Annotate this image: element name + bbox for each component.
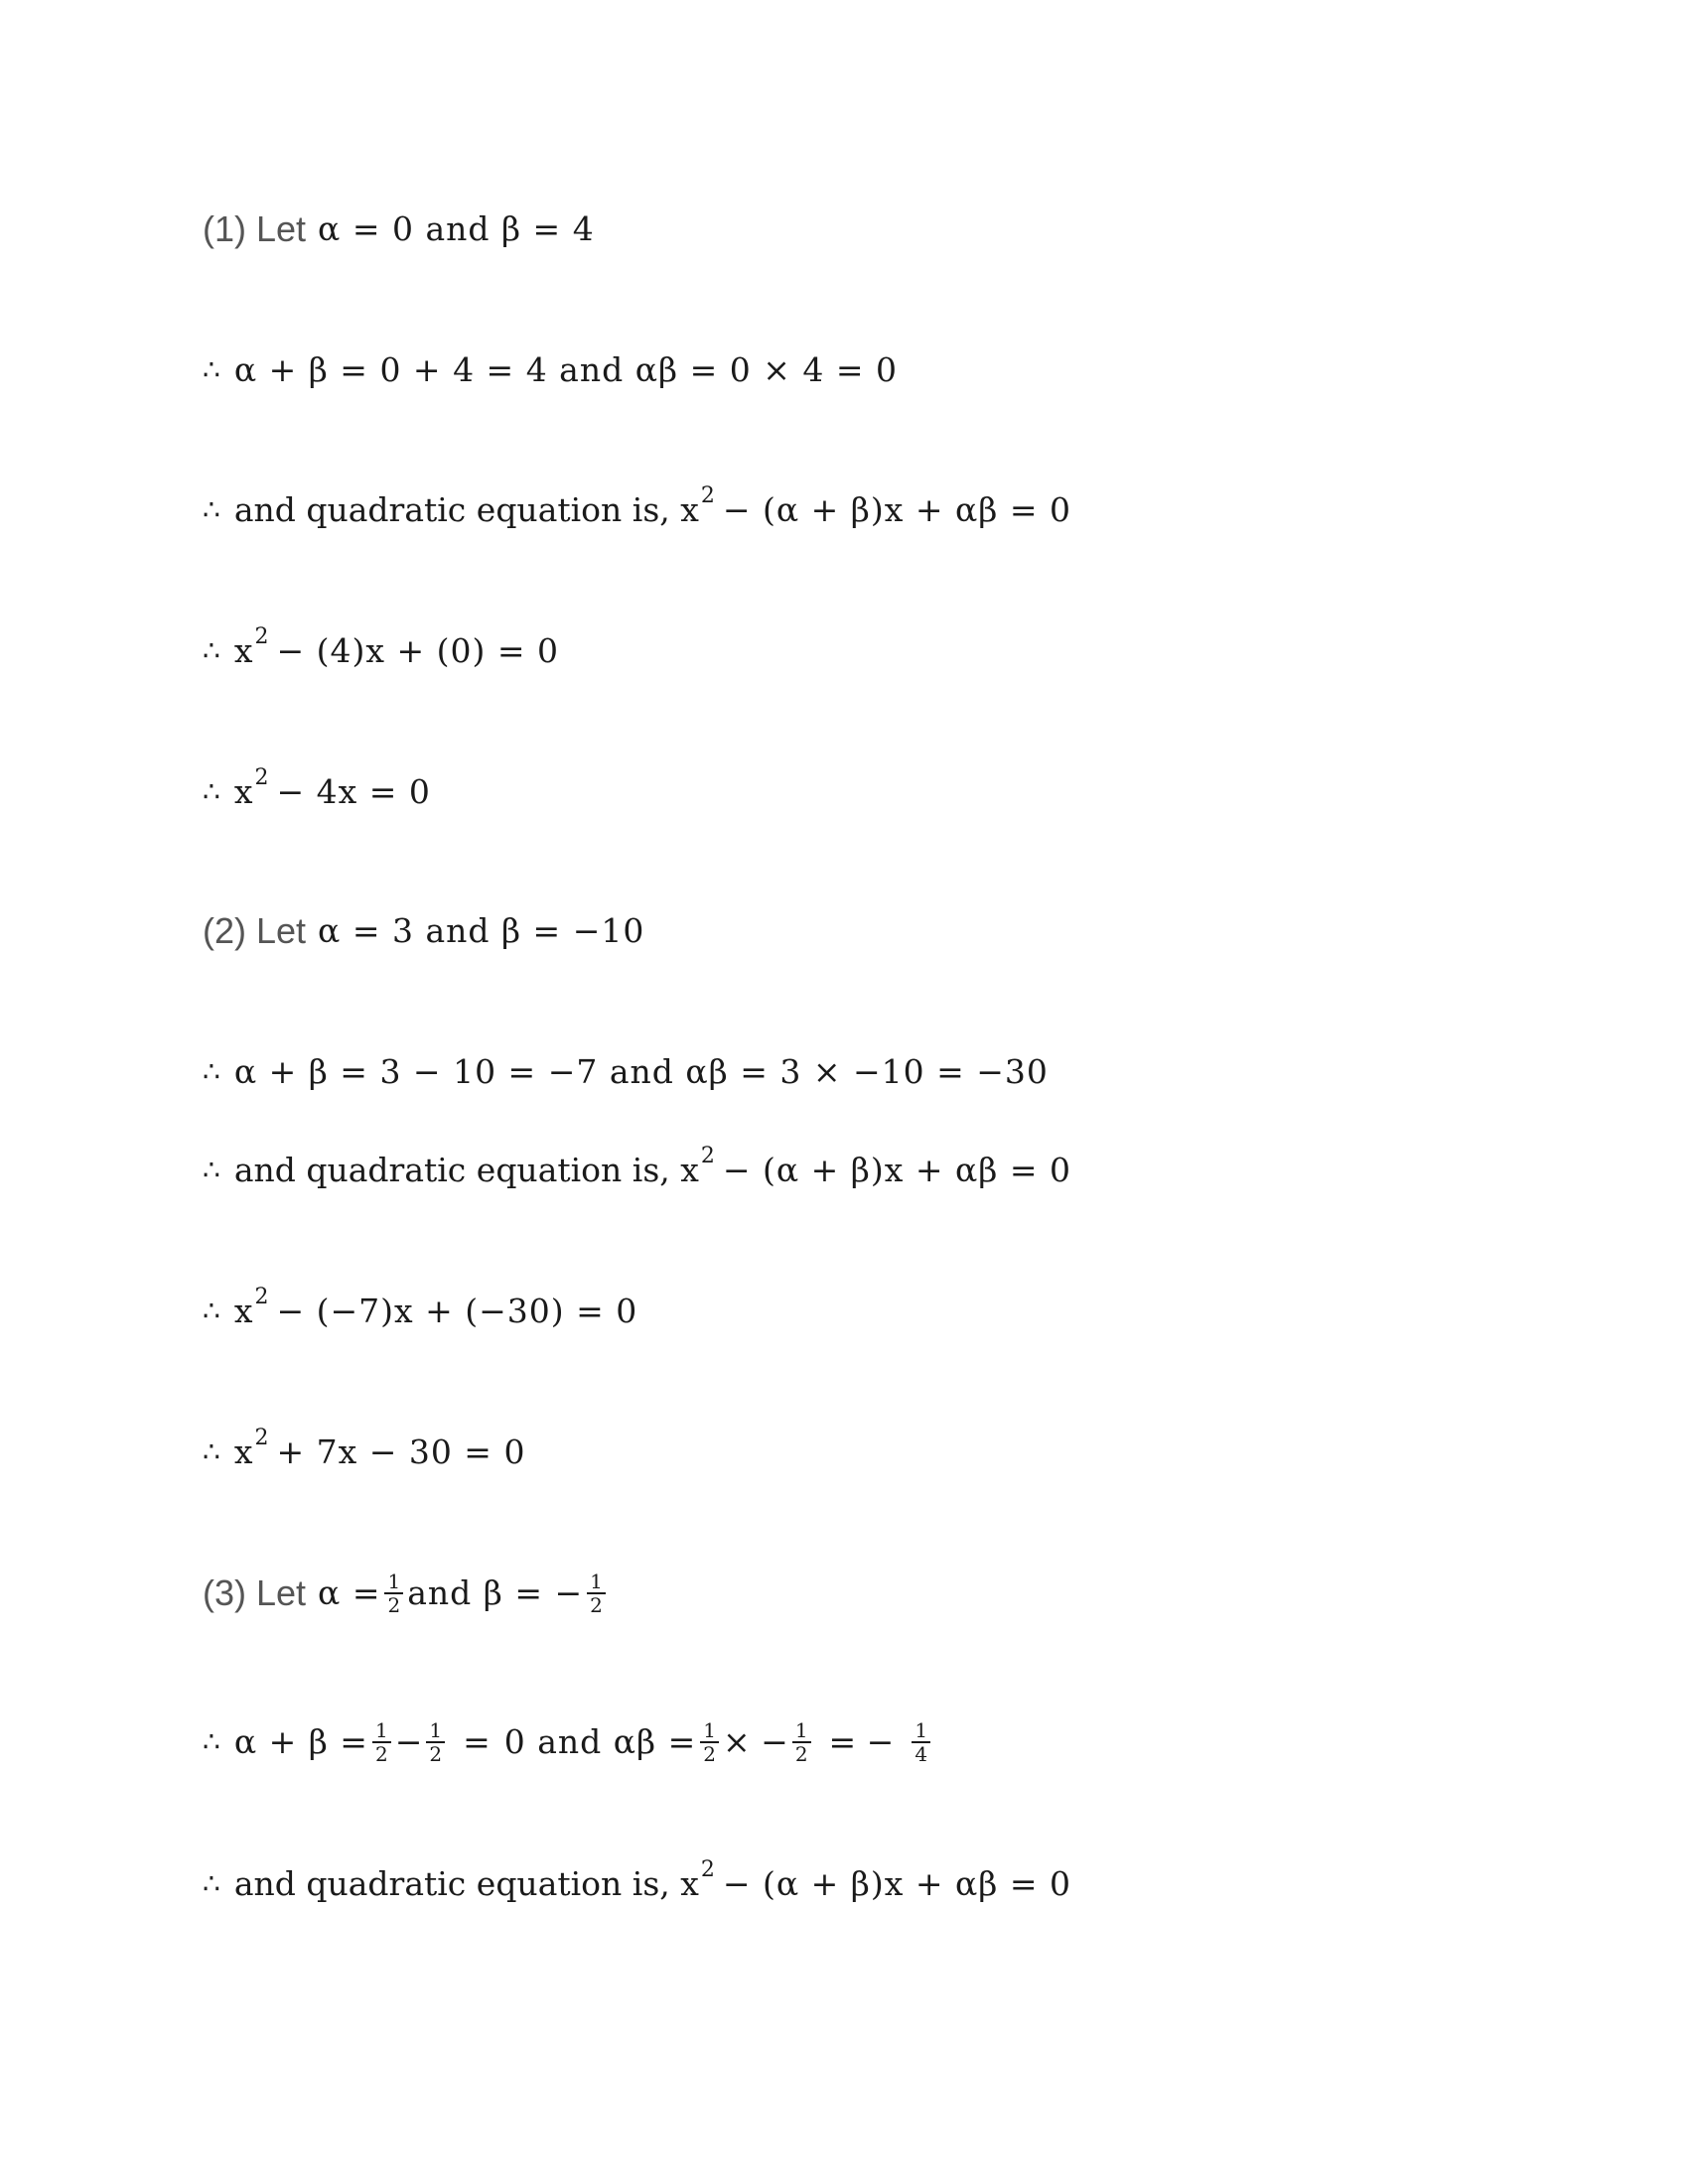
fraction-one-half bbox=[372, 1719, 391, 1765]
fraction-numerator: 1 bbox=[384, 1570, 403, 1594]
fraction-numerator: 1 bbox=[700, 1719, 719, 1743]
part2-substitution-x: x bbox=[233, 1292, 253, 1330]
part2-final-x: x bbox=[233, 1433, 253, 1471]
fraction-numerator: 1 bbox=[587, 1570, 606, 1594]
part2-final-rest: + 7x − 30 = 0 bbox=[276, 1433, 526, 1471]
therefore-symbol: ∴ bbox=[203, 1055, 220, 1088]
part1-substitution-rest: − (4)x + (0) = 0 bbox=[276, 631, 559, 670]
part1-substitution-x: x bbox=[233, 631, 253, 670]
fraction-denominator: 2 bbox=[590, 1593, 603, 1617]
therefore-symbol: ∴ bbox=[203, 1867, 220, 1900]
part1-substitution-line bbox=[203, 626, 559, 676]
superscript-two: 2 bbox=[700, 1857, 715, 1882]
part1-sum-product: α + β = 0 + 4 = 4 and αβ = 0 × 4 = 0 bbox=[233, 350, 898, 389]
fraction-denominator: 2 bbox=[429, 1742, 443, 1766]
fraction-denominator: 2 bbox=[387, 1593, 401, 1617]
part1-final-line bbox=[203, 767, 431, 817]
part2-sum-product: α + β = 3 − 10 = −7 and αβ = 3 × −10 = −30 bbox=[233, 1052, 1049, 1091]
fraction-numerator: 1 bbox=[792, 1719, 811, 1743]
fraction-one-half bbox=[384, 1570, 403, 1616]
fraction-denominator: 2 bbox=[794, 1742, 808, 1766]
fraction-one-half bbox=[792, 1719, 811, 1765]
part2-equation-rest: − (α + β)x + αβ = 0 bbox=[722, 1151, 1071, 1189]
equals-sign: = bbox=[463, 1722, 491, 1761]
part1-equation-rest: − (α + β)x + αβ = 0 bbox=[722, 490, 1071, 529]
part1-sum-product-line bbox=[203, 345, 898, 395]
therefore-symbol: ∴ bbox=[203, 634, 220, 667]
part3-equation-rest: − (α + β)x + αβ = 0 bbox=[722, 1864, 1071, 1903]
therefore-symbol: ∴ bbox=[203, 775, 220, 808]
fraction-denominator: 2 bbox=[703, 1742, 717, 1766]
part3-equation-intro-line bbox=[203, 1859, 1071, 1909]
fraction-numerator: 1 bbox=[912, 1719, 930, 1743]
fraction-one-half bbox=[700, 1719, 719, 1765]
minus-sign: − bbox=[394, 1722, 423, 1761]
therefore-symbol: ∴ bbox=[203, 1154, 220, 1186]
superscript-two: 2 bbox=[254, 1426, 269, 1450]
fraction-denominator: 2 bbox=[374, 1742, 388, 1766]
superscript-two: 2 bbox=[700, 1144, 715, 1168]
part2-equation-intro-line bbox=[203, 1146, 1071, 1195]
part2-sum-product-line bbox=[203, 1047, 1049, 1097]
part2-equation-intro: and quadratic equation is, x bbox=[233, 1151, 699, 1189]
fraction-denominator: 4 bbox=[914, 1742, 928, 1766]
part2-let-line bbox=[203, 906, 644, 956]
part1-equation-intro: and quadratic equation is, x bbox=[233, 490, 699, 529]
part3-equation-intro: and quadratic equation is, x bbox=[233, 1864, 699, 1903]
part1-final-rest: − 4x = 0 bbox=[276, 772, 431, 811]
part1-equation-intro-line bbox=[203, 485, 1071, 535]
therefore-symbol: ∴ bbox=[203, 353, 220, 386]
therefore-symbol: ∴ bbox=[203, 1435, 220, 1468]
part2-substitution-line bbox=[203, 1287, 637, 1336]
part3-and-beta: and β = − bbox=[407, 1573, 584, 1612]
part3-zero-and-product: 0 and αβ = bbox=[503, 1722, 697, 1761]
part3-let-line bbox=[203, 1569, 610, 1618]
part2-substitution-rest: − (−7)x + (−30) = 0 bbox=[276, 1292, 638, 1330]
part2-let-expression: α = 3 and β = −10 bbox=[318, 911, 645, 950]
superscript-two: 2 bbox=[254, 624, 269, 649]
part2-label: (2) Let bbox=[203, 910, 307, 951]
part1-let-line bbox=[203, 205, 595, 254]
superscript-two: 2 bbox=[254, 765, 269, 790]
times-minus: × − bbox=[723, 1722, 788, 1761]
part3-alpha-equals: α = bbox=[318, 1573, 381, 1612]
equals-minus: = − bbox=[828, 1722, 895, 1761]
fraction-one-half bbox=[426, 1719, 445, 1765]
therefore-symbol: ∴ bbox=[203, 1725, 220, 1758]
superscript-two: 2 bbox=[254, 1285, 269, 1309]
part1-label: (1) Let bbox=[203, 208, 307, 249]
part3-sum-lhs: α + β = bbox=[233, 1722, 368, 1761]
part1-let-expression: α = 0 and β = 4 bbox=[318, 209, 595, 248]
fraction-numerator: 1 bbox=[372, 1719, 391, 1743]
part2-final-line bbox=[203, 1428, 525, 1477]
fraction-numerator: 1 bbox=[426, 1719, 445, 1743]
part3-sum-product-line bbox=[203, 1717, 934, 1767]
fraction-one-quarter bbox=[912, 1719, 930, 1765]
fraction-one-half bbox=[587, 1570, 606, 1616]
superscript-two: 2 bbox=[700, 483, 715, 508]
therefore-symbol: ∴ bbox=[203, 493, 220, 526]
part3-label: (3) Let bbox=[203, 1572, 307, 1613]
part1-final-x: x bbox=[233, 772, 253, 811]
therefore-symbol: ∴ bbox=[203, 1295, 220, 1327]
